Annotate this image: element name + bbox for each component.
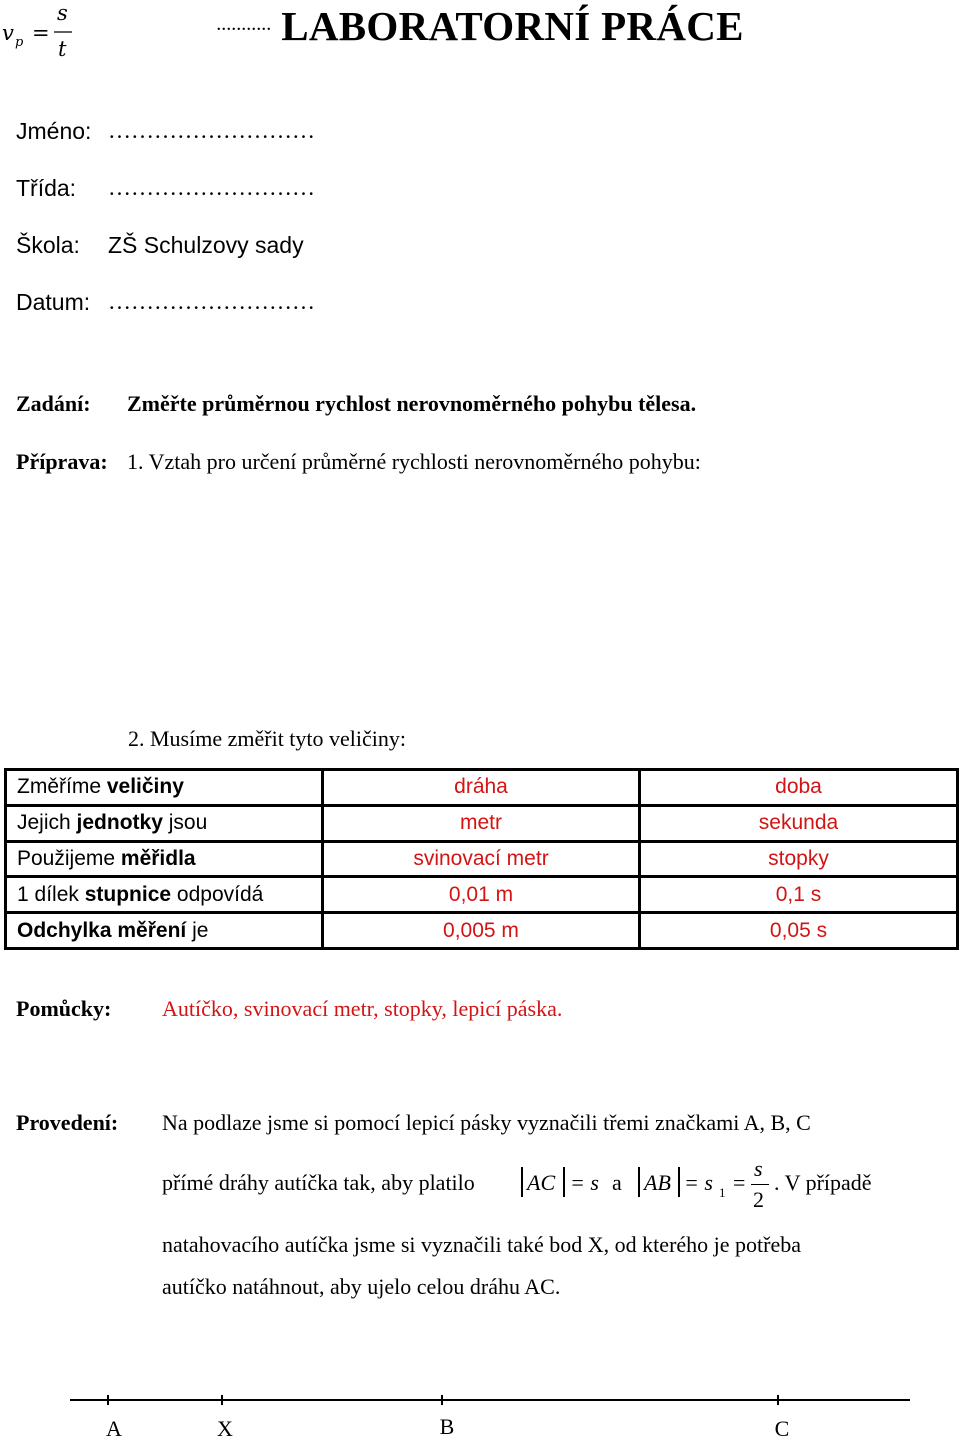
row-label-bold: stupnice (84, 882, 172, 906)
date-field[interactable]: ……………………… (108, 289, 315, 314)
prep-label: Příprava: (16, 449, 108, 474)
quantity-label-cell (6, 913, 323, 949)
procedure-line3: natahovacího autíčka jsme si vyznačili také bod X, od kterého je potřeba (162, 1232, 801, 1257)
label-b: B (439, 1414, 455, 1439)
tools-text: Autíčko, svinovací metr, stopky, lepicí páska. (162, 996, 563, 1021)
abs-bar-right-ab (678, 1167, 680, 1197)
name-label: Jméno: (16, 118, 92, 144)
row-label-pre: 1 dílek (17, 882, 85, 906)
school-label: Škola: (16, 232, 80, 258)
row-label-post: odpovídá (171, 882, 264, 906)
prep-step1: 1. Vztah pro určení průměrné rychlosti nerovnoměrného pohybu: (127, 449, 701, 474)
s1-subscript: 1 (719, 1185, 726, 1200)
ab-eq: = s (684, 1170, 713, 1195)
abs-bar-right-ac (563, 1167, 565, 1197)
distance-cell: 0,005 m (323, 913, 640, 949)
formula-den: t (58, 37, 67, 60)
date-label: Datum: (16, 289, 91, 315)
distance-cell: dráha (323, 770, 640, 806)
page-title: LABORATORNÍ PRÁCE (281, 3, 744, 49)
task-text: Změřte průměrnou rychlost nerovnoměrného pohybu tělesa. (127, 391, 697, 416)
time-cell: doba (640, 770, 958, 806)
table-row (6, 877, 958, 913)
name-field[interactable]: ……………………… (108, 118, 315, 143)
procedure-line4: autíčko natáhnout, aby ujelo celou dráhu AC. (162, 1274, 561, 1299)
table-row (6, 805, 958, 841)
class-label: Třída: (16, 175, 77, 201)
quantities-table (4, 768, 959, 950)
class-field[interactable]: ……………………… (108, 175, 315, 200)
frac-numerator: s (754, 1156, 763, 1181)
title-dots: ........... (216, 13, 272, 35)
frac-bar (751, 1184, 769, 1185)
procedure-line2-start: přímé dráhy autíčka tak, aby platilo (162, 1170, 475, 1195)
ac-symbol: AC (527, 1170, 556, 1195)
label-a: A (106, 1416, 122, 1441)
formula-num: s (57, 1, 68, 25)
quantity-label-cell (6, 805, 323, 841)
quantity-label-cell (6, 841, 323, 877)
school-value: ZŠ Schulzovy sady (108, 232, 304, 258)
row-label-bold: jednotky (76, 811, 163, 835)
time-cell: 0,1 s (640, 877, 958, 913)
tools-label: Pomůcky: (16, 996, 112, 1021)
row-label-post: jsou (162, 811, 208, 835)
row-label-pre: Změříme (17, 775, 107, 799)
quantity-label-cell (6, 877, 323, 913)
table-row (6, 770, 958, 806)
frac-denominator: 2 (753, 1187, 764, 1212)
abs-bar-left-ac (521, 1167, 523, 1197)
row-label-pre: Použijeme (17, 846, 121, 870)
distance-cell: svinovací metr (323, 841, 640, 877)
task-label: Zadání: (16, 391, 91, 416)
formula-eq: = (32, 21, 50, 45)
procedure-line2-end: . V případě (774, 1170, 872, 1195)
prep-step2: 2. Musíme změřit tyto veličiny: (128, 726, 407, 751)
table-row (6, 913, 958, 949)
time-cell: stopky (640, 841, 958, 877)
table-row (6, 841, 958, 877)
label-c: C (774, 1416, 790, 1441)
page-header (0, 2, 960, 50)
row-label-bold: veličiny (106, 775, 184, 799)
row-label-bold: Odchylka měření (17, 918, 187, 942)
row-label-post: je (186, 918, 209, 942)
time-cell: sekunda (640, 805, 958, 841)
and-word: a (612, 1170, 622, 1195)
formula-sub: p (15, 35, 24, 50)
ab-symbol: AB (644, 1170, 671, 1195)
second-eq: = (733, 1170, 746, 1195)
distance-cell: 0,01 m (323, 877, 640, 913)
procedure-label: Provedení: (16, 1110, 119, 1135)
row-label-pre: Jejich (17, 811, 77, 835)
ac-eq: = s (570, 1170, 599, 1195)
procedure-line1: Na podlaze jsme si pomocí lepicí pásky vyznačili třemi značkami A, B, C (162, 1110, 811, 1135)
row-label-bold: měřidla (120, 846, 196, 870)
distance-cell: metr (323, 805, 640, 841)
time-cell: 0,05 s (640, 913, 958, 949)
quantity-label-cell (6, 770, 323, 806)
formula-lhs: v (2, 21, 14, 45)
track-diagram (70, 1390, 910, 1448)
label-x: X (217, 1416, 233, 1441)
abs-bar-left-ab (638, 1167, 640, 1197)
